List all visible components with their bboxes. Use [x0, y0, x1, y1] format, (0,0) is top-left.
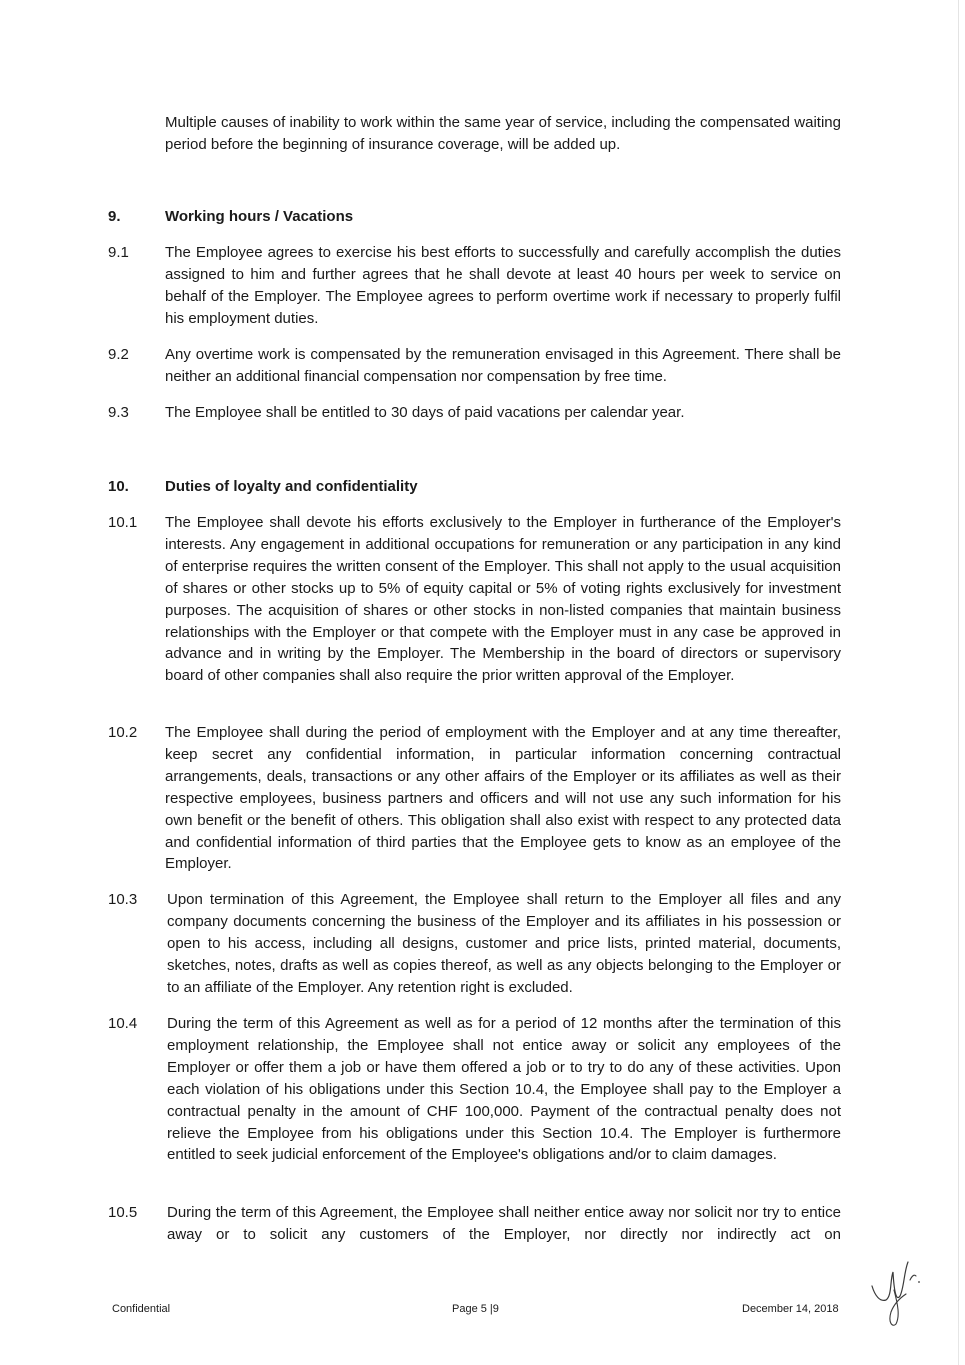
- footer-confidential: Confidential: [112, 1303, 171, 1315]
- section-10-heading: [108, 476, 843, 498]
- scan-edge-line: [958, 0, 959, 1365]
- clause-number: 9.2: [108, 346, 129, 363]
- clause-number: 10.5: [108, 1204, 138, 1221]
- clause-text: The Employee shall be entitled to 30 days of paid vacations per calendar year.: [165, 404, 685, 421]
- intro-paragraph: Multiple causes of inability to work within the same year of service, including the compensated waiting period before the beginning of insurance coverage, will be added up.: [165, 114, 841, 153]
- clause-number: 10.2: [108, 724, 138, 741]
- clause-text: During the term of this Agreement, the Employee shall neither entice away nor solicit nor try to entice away or to solicit any customers of the Employer, nor directly nor indirectly act on: [167, 1204, 841, 1243]
- clause-text: The Employee shall during the period of employment with the Employer and at any time thereafter, keep secret any confidential information, in particular information concerning contractual arrangements, deals, transactions or any other affairs of the Employer or its affiliates as well as their respective employees, business partners and officers and will not use any such information for his own benefit or the benefit of others. This obligation shall also exist with respect to any protected data and confidential information of third parties that the Employee gets to know as an employee of the Employer.: [165, 724, 841, 873]
- footer-page-number: Page 5 |9: [452, 1303, 499, 1315]
- clause-text: Upon termination of this Agreement, the Employee shall return to the Employer all files and any company documents concerning the business of the Employer and its affiliates in his possession or open to his access, including all designs, customer and price lists, printed material, documents, sketches, notes, drafts as well as copies thereof, as well as any objects belonging to the Employer or to an affiliate of the Employer. Any retention right is excluded.: [167, 891, 841, 996]
- clause-number: 10.4: [108, 1015, 138, 1032]
- clause-text: During the term of this Agreement as well as for a period of 12 months after the termination of this employment relationship, the Employee shall not entice away or solicit any employees of the Employer or offer them a job or have them offered a job or to try to do any of these activities. Upon each violation of his obligations under this Section 10.4, the Employee shall pay to the Employer a contractual penalty in the amount of CHF 100,000. Payment of the contractual penalty does not relieve the Employee from his obligations under this Section 10.4. The Employer is furthermore entitled to seek judicial enforcement of the Employee's obligations and/or to claim damages.: [167, 1015, 841, 1164]
- clause-number: 10.1: [108, 514, 138, 531]
- footer-date: December 14, 2018: [742, 1303, 839, 1315]
- clause-text: The Employee shall devote his efforts exclusively to the Employer in furtherance of the Employer's interests. Any engagement in additional occupations for remuneration or any participation in any kind of enterprise requires the written consent of the Employer. This shall not apply to the usual acquisition of shares or other stocks up to 5% of equity capital or 5% of voting rights exclusively for investment purposes. The acquisition of shares or other stocks in non-listed companies that maintain business relationships with the Employer or that compete with the Employer must in any case be approved in advance and in writing by the Employer. The Membership in the board of directors or supervisory board of other companies shall also require the prior written approval of the Employer.: [165, 514, 841, 685]
- clause-number: 9.3: [108, 404, 129, 421]
- section-9-number: 9.: [108, 208, 121, 225]
- section-10-number: 10.: [108, 478, 129, 495]
- clause-text: Any overtime work is compensated by the remuneration envisaged in this Agreement. There shall be neither an additional financial compensation nor compensation by free time.: [165, 346, 841, 385]
- section-9-heading: [108, 206, 843, 228]
- section-9-title: Working hours / Vacations: [165, 208, 354, 225]
- clause-text: The Employee agrees to exercise his best efforts to successfully and carefully accomplish the duties assigned to him and further agrees that he shall devote at least 40 hours per week to service on behalf of the Employer. The Employee agrees to perform overtime work if necessary to properly fulfil his employment duties.: [165, 244, 841, 327]
- handwritten-initials-signature: [866, 1250, 926, 1330]
- clause-number: 10.3: [108, 891, 138, 908]
- clause-number: 9.1: [108, 244, 129, 261]
- section-10-title: Duties of loyalty and confidentiality: [165, 478, 418, 495]
